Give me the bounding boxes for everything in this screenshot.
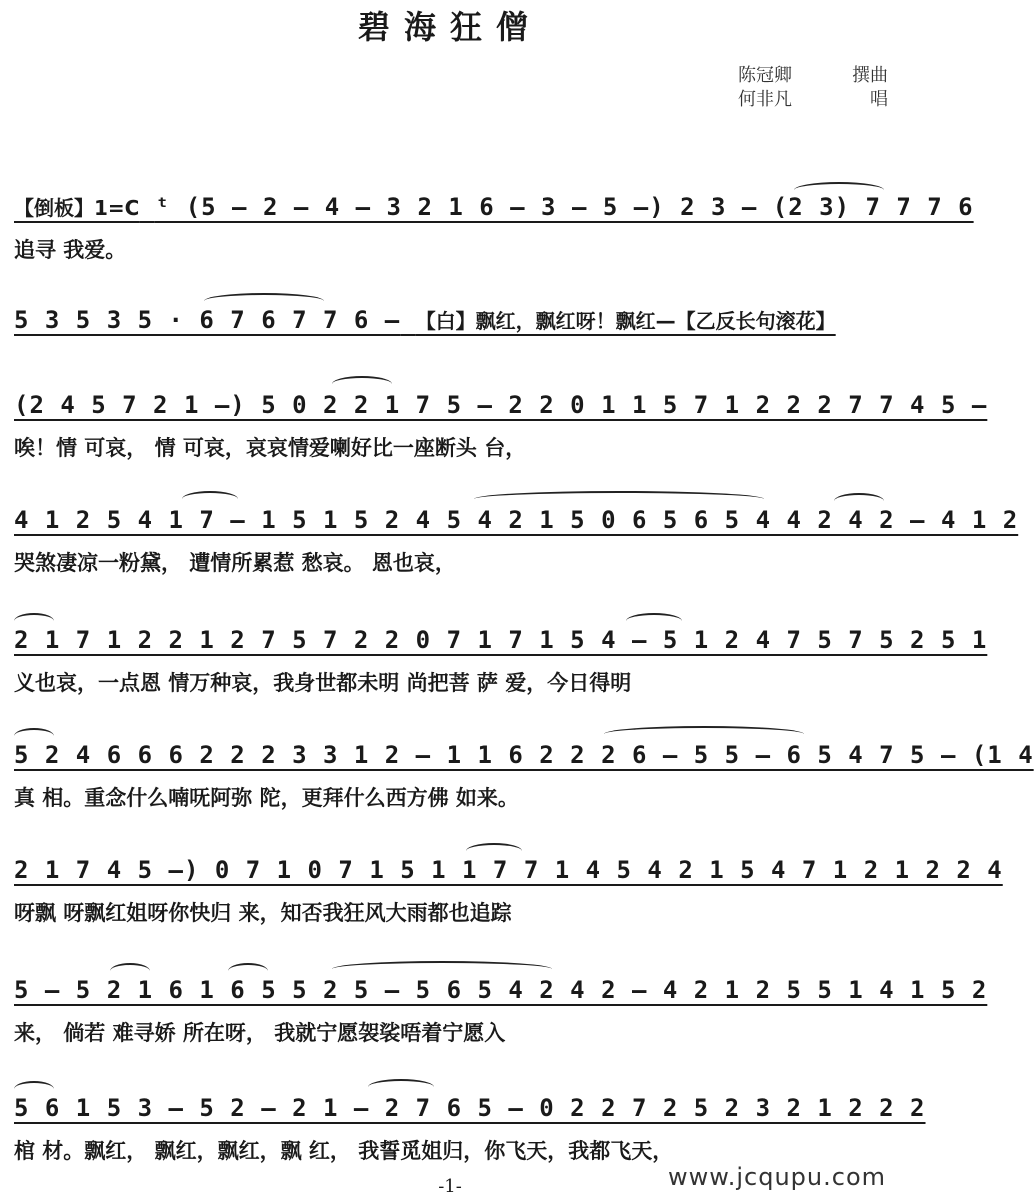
slur-mark — [794, 182, 884, 198]
lyrics-line: 哭煞凄凉一粉黛， 遭情所累惹 愁哀。 恩也哀， — [14, 551, 456, 575]
singer-role: 唱 — [870, 89, 888, 110]
slur-mark — [110, 963, 150, 979]
notation-line: 2 1 7 1 2 2 1 2 7 5 7 2 2 0 7 1 7 1 5 4 – 5 1 2 4 7 5 7 5 2 5 1 — [14, 626, 988, 654]
singer-name: 何非凡 — [738, 89, 792, 110]
slur-mark — [204, 293, 324, 309]
slur-mark — [604, 726, 804, 742]
notation-line: (2 4 5 7 2 1 –) 5 0 2 2 1 7 5 – 2 2 0 1 1 5 7 1 2 2 2 7 7 4 5 – — [14, 391, 988, 419]
credits — [738, 64, 888, 112]
notation-line — [14, 192, 974, 223]
lyrics-line: 追寻 我爱。 — [14, 238, 127, 262]
spoken-direction: 【白】飘红，飘红呀！飘红—【乙反长句滚花】 — [415, 309, 836, 333]
lyrics-line: 棺 材。飘红， 飘红，飘红，飘 红， 我誓觅姐归，你飞天，我都飞天， — [14, 1139, 674, 1163]
page-number: -1- — [438, 1176, 462, 1197]
slur-mark — [466, 843, 522, 859]
score-system-1 — [14, 192, 974, 292]
composer-name: 陈冠卿 — [738, 65, 792, 86]
slur-mark — [834, 493, 884, 509]
score-system-4 — [14, 505, 1019, 605]
notation-line: 5 – 5 2 1 6 1 6 5 5 2 5 – 5 6 5 4 2 4 2 – 4 2 1 2 5 5 1 4 1 5 2 — [14, 976, 988, 1004]
section-label: 【倒板】1=C — [14, 196, 140, 220]
lyrics-line: 呀飘 呀飘红姐呀你快归 来，知否我狂风大雨都也追踪 — [14, 901, 512, 925]
singer-credit — [738, 88, 888, 112]
score-system-8 — [14, 975, 988, 1075]
lyrics-line: 真 相。重念什么喃呒阿弥 陀，更拜什么西方佛 如来。 — [14, 786, 519, 810]
slur-mark — [368, 1079, 434, 1095]
slur-mark — [332, 961, 552, 977]
slur-mark — [228, 963, 268, 979]
composer-role: 撰曲 — [852, 65, 888, 86]
slur-mark — [182, 491, 238, 507]
notation-line: 5 2 4 6 6 6 2 2 2 3 3 1 2 – 1 1 6 2 2 2 6 – 5 5 – 6 5 4 7 5 – (1 4 — [14, 741, 1034, 769]
slur-mark — [14, 613, 54, 629]
slur-mark — [626, 613, 682, 629]
notation-line: 5 6 1 5 3 – 5 2 – 2 1 – 2 7 6 5 – 0 2 2 7 2 5 2 3 2 1 2 2 2 — [14, 1094, 926, 1122]
notes-text: ᵗ (5 – 2 – 4 – 3 2 1 6 – 3 – 5 –) 2 3 – (2 3) 7 7 7 6 — [154, 193, 974, 221]
score-system-3 — [14, 390, 988, 490]
lyrics-line: 唉！情 可哀， 情 可哀，哀哀情爱喇好比一座断头 台， — [14, 436, 527, 460]
page-title: 碧海狂僧 — [357, 8, 542, 46]
notation-line: 2 1 7 4 5 –) 0 7 1 0 7 1 5 1 1 7 7 1 4 5 4 2 1 5 4 7 1 2 1 2 2 4 — [14, 856, 1003, 884]
lyrics-line: 来， 倘若 难寻娇 所在呀， 我就宁愿袈裟唔着宁愿入 — [14, 1021, 506, 1045]
score-system-6 — [14, 740, 1034, 840]
slur-mark — [14, 728, 54, 744]
watermark: www.jcqupu.com — [668, 1163, 886, 1191]
notes-text: 5 3 5 3 5 · 6 7 6 7 7 6 – — [14, 306, 401, 334]
notation-line — [14, 305, 890, 336]
score-system-5 — [14, 625, 988, 725]
lyrics-line: 义也哀，一点恩 情万种哀，我身世都未明 尚把菩 萨 爱，今日得明 — [14, 671, 632, 695]
composer-credit — [738, 64, 888, 88]
slur-mark — [474, 491, 764, 507]
score-system-7 — [14, 855, 1003, 955]
notation-line: 4 1 2 5 4 1 7 – 1 5 1 5 2 4 5 4 2 1 5 0 6 5 6 5 4 4 2 4 2 – 4 1 2 — [14, 506, 1019, 534]
slur-mark — [332, 376, 392, 392]
slur-mark — [14, 1081, 54, 1097]
